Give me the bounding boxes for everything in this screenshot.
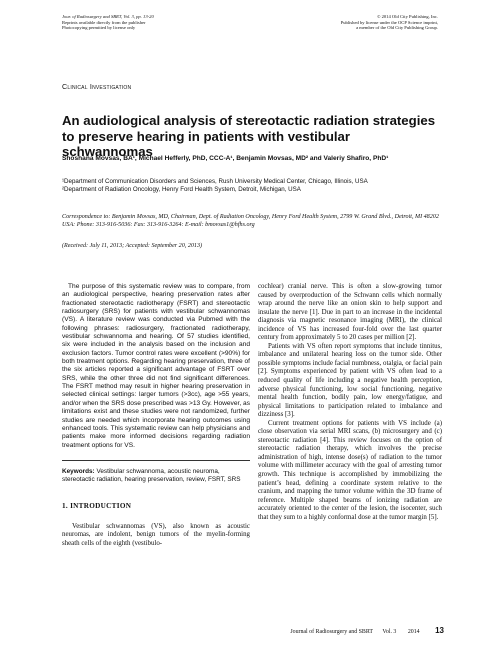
left-column — [62, 283, 250, 548]
abstract-divider — [62, 460, 250, 461]
keywords-label: Keywords: — [62, 467, 95, 475]
affiliation-2: ²Department of Radiation Oncology, Henry Ford Health System, Detroit, Michigan, USA — [62, 186, 301, 193]
header-right — [238, 14, 438, 31]
intro-paragraph-1-continued: cochlear) cranial nerve. This is often a slow-growing tumor caused by overproduction of the Schwann cells which normally wrap around the nerve like an onion skin to help support and insulate the nerve [1]. Due in part to an increase in the incidental diagnosis via magnetic resonance imaging (MRI), the clinical incidence of VS has increased four-fold over the last quarter century from approximately 5 to 20 cases per million [2]. — [258, 283, 442, 342]
footer-journal: Journal of Radiosurgery and SBRT — [290, 629, 373, 635]
section-heading-introduction: 1. INTRODUCTION — [62, 502, 132, 511]
affiliation-1: ¹Department of Communication Disorders and Sciences, Rush University Medical Center, Chicago, Illinois, USA — [62, 178, 368, 185]
page-footer — [290, 626, 444, 635]
keywords — [62, 468, 250, 484]
abstract: The purpose of this systematic review was to compare, from an audiological perspective, hearing preservation rates after fractionated stereotactic radiotherapy (FSRT) and stereotactic radiosurgery (SRS) for patients with vestibular schwannomas (VS). A literature review was conducted via Pubmed with the following phrases: radiosurgery, fractionated radiotherapy, vestibular schwannoma and hearing. Of 57 studies identified, six were included in the analysis based on the inclusion and exclusion factors. Tumor control rates were excellent (>90%) for both treatment options. Regarding hearing preservation, three of the six articles reported a significant advantage of FSRT over SRS, while the other three did not find significant differences. The FSRT method may result in higher hearing preservation in selected clinical settings: larger tumors (>3cc), age >55 years, and/or when the SRS dose prescribed was >13 Gy. However, as limitations exist and these studies were not randomized, further studies are needed which incorporate hearing outcomes using enhanced tools. This systematic review can help physicians and patients make more informed decisions regarding radiation treatment options for VS. — [62, 283, 250, 449]
intro-paragraph-2: Patients with VS often report symptoms that include tinnitus, imbalance and unilateral hearing loss on the tumor side. Other possible symptoms include facial numbness, otalgia, or facial pain [2]. Symptoms experienced by patient with VS often lead to a reduced quality of life including a negative health perception, adverse physical functioning, low social functioning, negative mental health function, bodily pain, low energy/fatigue, and physical limitations to participation related to imbalance and dizziness [3]. — [258, 342, 442, 419]
page-number: 13 — [435, 626, 444, 635]
header-journal-citation: Jour. of Radiosurgery and SBRT, Vol. 3, pp. 13-20 — [62, 14, 154, 19]
header-photocopy-note: Photocopying permitted by license only — [62, 25, 136, 31]
header-publisher-group: a member of the Old City Publishing Group. — [356, 25, 438, 31]
author-list: Shoshana Movsas, BA¹, Michael Hefferly, PhD, CCC-A¹, Benjamin Movsas, MD² and Valeriy Shafiro, PhD¹ — [62, 155, 389, 162]
footer-volume: Vol. 3 — [382, 629, 397, 635]
article-title: An audiological analysis of stereotactic radiation strategies to preserve hearing in patients with vestibular schwannomas — [62, 113, 436, 160]
right-column — [258, 283, 442, 522]
keywords-text: Vestibular schwannoma, acoustic neuroma, stereotactic radiation, hearing preservation, review, FSRT, SRS — [62, 467, 241, 484]
received-dates: (Received: July 11, 2013; Accepted: September 20, 2013) — [62, 243, 203, 249]
intro-paragraph-3: Current treatment options for patients with VS include (a) close observation via serial MRI scans, (b) microsurgery and (c) stereotactic radiation [4]. This review focuses on the option of stereotactic radiation therapy, which involves the precise administration of high, intense dose(s) of radiation to the tumor volume with millimeter accuracy with the goal of arresting tumor growth. This technique is accomplished by immobilizing the patient’s head, defining a coordinate system relative to the cranium, and mapping the tumor volume within the 3D frame of reference. Multiple shaped beams of ionizing radiation are accurately oriented to the center of the lesion, the isocenter, such that they sum to a highly conformal dose at the tumor margin [5]. — [258, 419, 442, 521]
header-license: Published by license under the OCP Science imprint, — [340, 19, 438, 25]
header-left — [62, 14, 262, 31]
footer-year: 2014 — [407, 629, 420, 635]
correspondence: Correspondence to: Benjamin Movsas, MD, Chairman, Dept. of Radiation Oncology, Henry Ford Health System, 2799 W. Grand Blvd., Detroit, MI 48202 USA: Phone: 313-916-5036: Fax: 313-916-3264: E-mail: bmovsas1@hfhs.org — [62, 214, 439, 229]
header-copyright: © 2014 Old City Publishing, Inc. — [376, 14, 438, 19]
intro-paragraph-1: Vestibular schwannomas (VS), also known as acoustic neuromas, are indolent, benign tumors of the myelin-forming sheath cells of the eighth (vestibulo- — [62, 522, 250, 547]
header-reprints-note: Reprints available directly from the publisher — [62, 19, 146, 25]
article-category: Clinical Investigation — [62, 82, 132, 91]
